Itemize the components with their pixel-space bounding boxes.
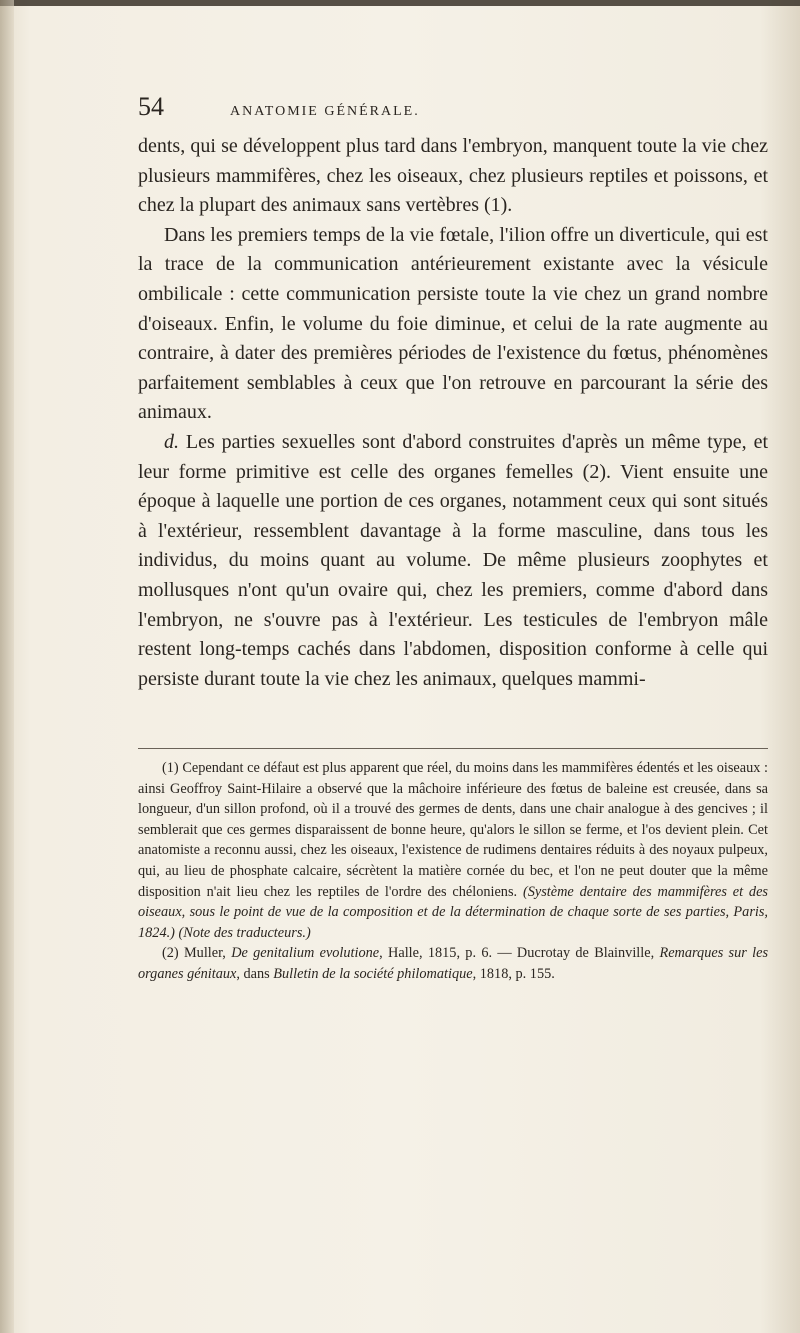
paragraph-3-label: d. <box>164 430 179 453</box>
footnote-2-end: , 1818, p. 155. <box>472 965 555 982</box>
footnote-2-title-3: Bulletin de la société philomatique <box>273 965 473 982</box>
footnote-1-text: (1) Cependant ce défaut est plus apparent que réel, du moins dans les mammifères édentés et les oiseaux : ainsi Geoffroy Saint-Hilaire a observé que la mâchoire inférieure des fœtus de baleine est creusée, dans sa longueur, d'un sillon profond, où il a trouvé des germes de dents, dans une chair analogue à des gencives ; il semblerait que ces germes disparaissent de bonne heure, qu'alors le sillon se ferme, et l'os devient plein. Cet anatomiste a reconnu aussi, chez les oiseaux, l'existence de rudimens dentaires réduits à des noyaux pulpeux, qui, au lieu de phosphate calcaire, sécrètent la matière cornée du bec, et l'on ne peut douter que la même disposition n'ait lieu chez les reptiles de l'ordre des chéloniens. <box>138 760 768 900</box>
paragraph-2: Dans les premiers temps de la vie fœtale, l'ilion offre un diverticule, qui est la trace de la communication antérieurement existante avec la vésicule ombilicale : cette communication persiste toute la vie chez un grand nombre d'oiseaux. Enfin, le volume du foie diminue, et celui de la rate augmente au contraire, à dater des premières périodes de l'existence du fœtus, phénomènes parfaitement semblables à ceux que l'on retrouve en parcourant la série des animaux. <box>138 223 768 424</box>
footnotes <box>138 758 768 985</box>
page-number: 54 <box>138 92 164 121</box>
footnote-2-title-2: Remarques sur les organes génitaux <box>138 945 769 982</box>
footnote-2-mid-2: , dans <box>236 965 270 982</box>
footnote-1 <box>138 758 768 943</box>
footnote-2-mid: , Halle, 1815, p. 6. — Ducrotay de Blainville, <box>379 945 655 962</box>
page-binding-shadow <box>0 0 14 1333</box>
footnote-2-title-1: De genitalium evolutione <box>231 945 380 962</box>
page-top-edge <box>0 0 800 6</box>
paragraph-1: dents, qui se développent plus tard dans l'embryon, manquent toute la vie chez plusieurs mammifères, chez les oiseaux, chez plusieurs reptiles et poissons, et chez la plupart des animaux sans vertèbres (1). <box>138 135 768 217</box>
footnote-rule <box>138 748 768 749</box>
footnote-1-citation: (Système dentaire des mammifères et des oiseaux, sous le point de vue de la composition et de la détermination de chaque sorte de ses parties, Paris, 1824.) <box>138 883 768 941</box>
footnote-1-attribution: (Note des traducteurs.) <box>178 924 311 941</box>
main-text <box>138 132 768 694</box>
footnote-2-prefix: (2) Muller, <box>162 945 226 962</box>
footnote-2 <box>138 943 768 984</box>
running-head <box>138 86 738 126</box>
paragraph-3-text: Les parties sexuelles sont d'abord construites d'après un même type, et leur forme primitive est celle des organes femelles (2). Vient ensuite une époque à laquelle une portion de ces organes, notamment ceux qui sont situés à l'extérieur, ressemblent davantage à la forme masculine, dans tous les individus, du moins quant au volume. De même plusieurs zoophytes et mollusques n'ont qu'un ovaire qui, chez les premiers, comme d'abord dans l'embryon, ne s'ouvre pas à l'extérieur. Les testicules de l'embryon mâle restent long-temps cachés dans l'abdomen, disposition conforme à celle qui persiste durant toute la vie chez les animaux, quelques mammi- <box>138 430 769 690</box>
running-title: ANATOMIE GÉNÉRALE. <box>230 104 420 119</box>
paragraph-3 <box>138 428 768 694</box>
